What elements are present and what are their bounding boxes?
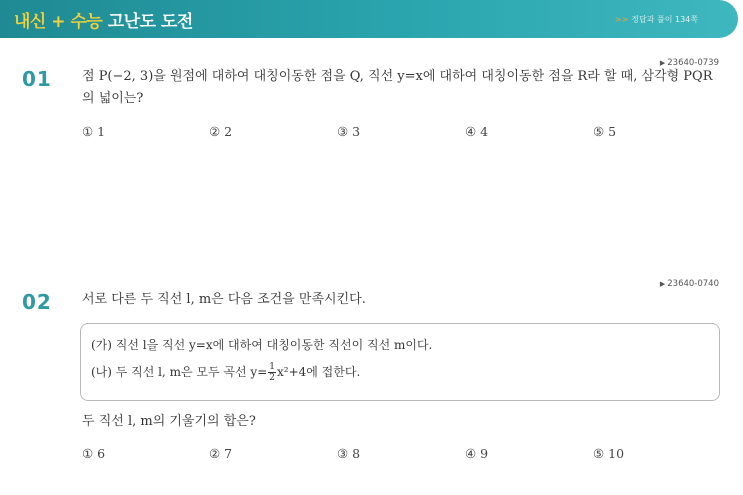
banner-title-plus: +	[45, 12, 71, 32]
condition-b-pre: (나) 두 직선 l, m은 모두 곡선 y=	[91, 365, 268, 379]
condition-box	[80, 323, 720, 401]
choice-1[interactable]: ① 6	[82, 446, 106, 461]
question-code-02	[660, 279, 719, 289]
fraction-half	[268, 362, 276, 383]
question-code-text: 23640-0739	[667, 58, 719, 68]
answer-reference-text: 정답과 풀이 134쪽	[631, 15, 698, 24]
banner-title-naesin: 내신	[14, 12, 46, 32]
choice-2[interactable]: ② 2	[209, 124, 233, 139]
banner-title	[14, 7, 193, 32]
choice-3[interactable]: ③ 8	[337, 446, 361, 461]
arrow-icon: >>	[614, 15, 629, 24]
question-number-01: 01	[22, 67, 52, 91]
banner-title-challenge: 고난도 도전	[102, 12, 193, 32]
question-text-02: 서로 다른 두 직선 l, m은 다음 조건을 만족시킨다.	[82, 292, 366, 307]
choice-3[interactable]: ③ 3	[337, 124, 361, 139]
question-code-text: 23640-0740	[667, 279, 719, 289]
triangle-icon: ▶	[659, 59, 666, 67]
triangle-icon: ▶	[659, 280, 666, 288]
choice-1[interactable]: ① 1	[82, 124, 106, 139]
banner-title-suneung: 수능	[70, 12, 103, 32]
question-prompt-02: 두 직선 l, m의 기울기의 합은?	[82, 414, 256, 429]
choice-2[interactable]: ② 7	[209, 446, 233, 461]
condition-b	[91, 362, 360, 383]
answer-reference	[615, 14, 698, 25]
choice-5[interactable]: ⑤ 10	[593, 446, 625, 461]
section-banner	[0, 0, 738, 38]
fraction-denominator: 2	[269, 373, 275, 383]
condition-a: (가) 직선 l을 직선 y=x에 대하여 대칭이동한 직선이 직선 m이다.	[91, 338, 433, 352]
question-text-01: 점 P(−2, 3)을 원점에 대하여 대칭이동한 점을 Q, 직선 y=x에 대하여 대칭이동한 점을 R라 할 때, 삼각형 PQR의 넓이는?	[82, 69, 713, 106]
condition-b-post: x²+4에 접한다.	[277, 365, 361, 379]
choice-4[interactable]: ④ 9	[465, 446, 489, 461]
choice-4[interactable]: ④ 4	[465, 124, 489, 139]
question-number-02: 02	[22, 290, 52, 314]
choice-5[interactable]: ⑤ 5	[593, 124, 617, 139]
fraction-numerator: 1	[269, 362, 275, 372]
